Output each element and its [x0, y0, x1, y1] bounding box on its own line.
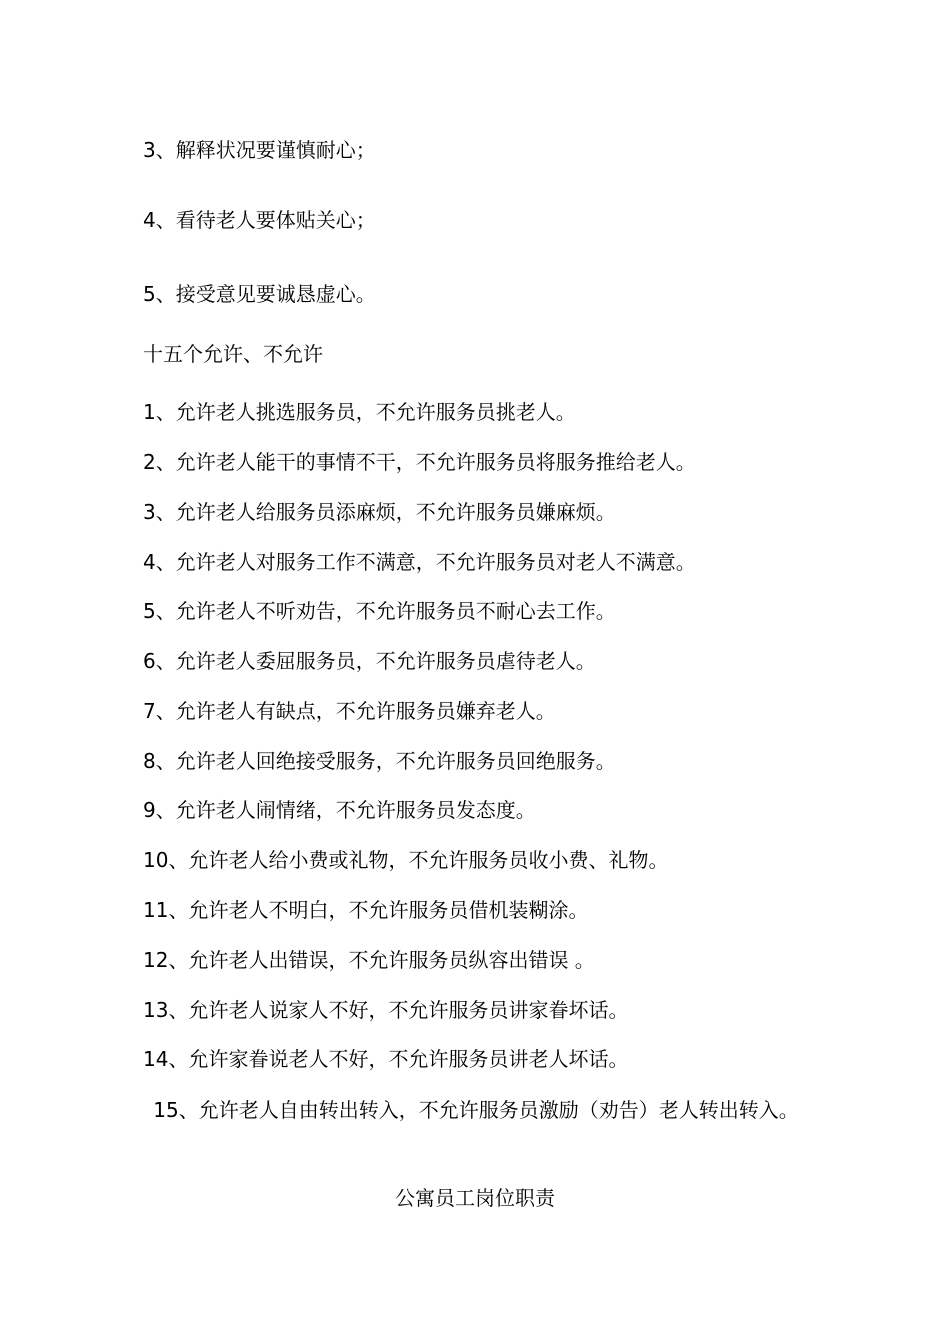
list-item: 4、看待老人要体贴关心；	[143, 208, 376, 232]
rule-item: 12、允许老人出错误，不允许服务员纵容出错误 。	[143, 948, 595, 972]
rule-item: 7、允许老人有缺点，不允许服务员嫌弃老人。	[143, 699, 556, 723]
rule-item: 8、允许老人回绝接受服务，不允许服务员回绝服务。	[143, 749, 616, 773]
section-heading: 十五个允许、不允许	[143, 342, 323, 366]
rule-item: 1、允许老人挑选服务员，不允许服务员挑老人。	[143, 400, 576, 424]
rule-item: 4、允许老人对服务工作不满意，不允许服务员对老人不满意。	[143, 550, 696, 574]
rule-item: 13、允许老人说家人不好，不允许服务员讲家眷坏话。	[143, 998, 629, 1022]
rule-item: 11、允许老人不明白，不允许服务员借机装糊涂。	[143, 898, 589, 922]
list-item: 5、接受意见要诚恳虚心。	[143, 282, 376, 306]
rule-item: 2、允许老人能干的事情不干，不允许服务员将服务推给老人。	[143, 450, 696, 474]
list-item: 3、解释状况要谨慎耐心；	[143, 138, 376, 162]
rule-item: 9、允许老人闹情绪，不允许服务员发态度。	[143, 798, 536, 822]
rule-item: 3、允许老人给服务员添麻烦，不允许服务员嫌麻烦。	[143, 500, 616, 524]
rule-item: 5、允许老人不听劝告，不允许服务员不耐心去工作。	[143, 599, 616, 623]
rule-item: 10、允许老人给小费或礼物，不允许服务员收小费、礼物。	[143, 848, 669, 872]
rule-item: 14、允许家眷说老人不好，不允许服务员讲老人坏话。	[143, 1047, 629, 1071]
rule-item: 6、允许老人委屈服务员，不允许服务员虐待老人。	[143, 649, 596, 673]
rule-item: 15、允许老人自由转出转入，不允许服务员激励（劝告）老人转出转入。	[153, 1098, 799, 1122]
section-heading-next: 公寓员工岗位职责	[395, 1186, 555, 1210]
